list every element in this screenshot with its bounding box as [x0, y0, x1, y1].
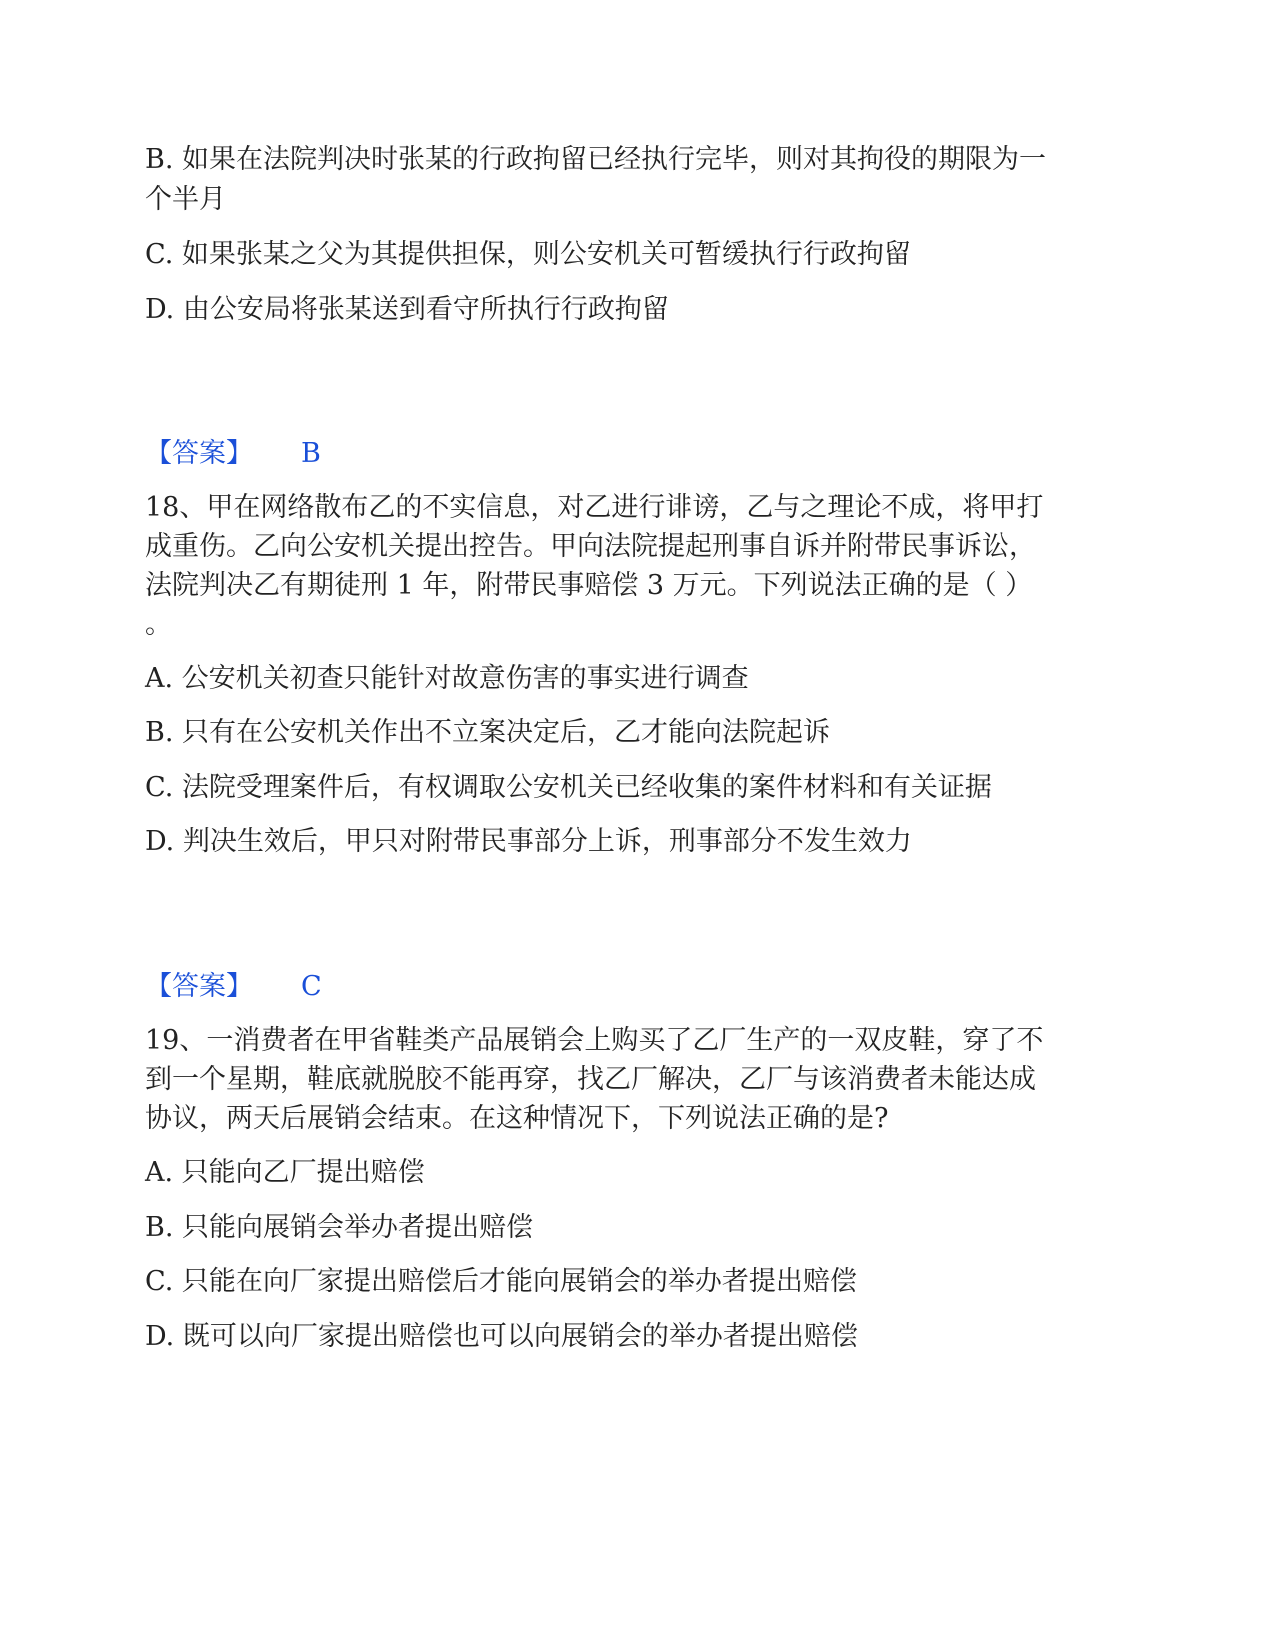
q18-answer: [145, 967, 322, 1007]
q18-option-b: B. 只有在公安机关作出不立案决定后，乙才能向法院起诉: [145, 717, 831, 748]
q19-stem-line2: 到一个星期，鞋底就脱胶不能再穿，找乙厂解决，乙厂与该消费者未能达成: [145, 1064, 1036, 1095]
q18-option-a: A. 公安机关初查只能针对故意伤害的事实进行调查: [145, 663, 749, 694]
q19-stem-line1: 19、一消费者在甲省鞋类产品展销会上购买了乙厂生产的一双皮鞋，穿了不: [145, 1025, 1044, 1056]
q17-option-c: C. 如果张某之父为其提供担保，则公安机关可暂缓执行行政拘留: [145, 239, 911, 270]
q19-option-d: D. 既可以向厂家提出赔偿也可以向展销会的举办者提出赔偿: [145, 1321, 858, 1352]
q18-stem-line2: 成重伤。乙向公安机关提出控告。甲向法院提起刑事自诉并附带民事诉讼，: [145, 531, 1036, 562]
q17-option-b-line1: B. 如果在法院判决时张某的行政拘留已经执行完毕，则对其拘役的期限为一: [145, 144, 1047, 175]
q17-answer-value: B: [301, 438, 321, 469]
q18-stem-line4: 。: [145, 609, 172, 640]
q19-option-c: C. 只能在向厂家提出赔偿后才能向展销会的举办者提出赔偿: [145, 1266, 857, 1297]
q18-answer-value: C: [301, 971, 322, 1002]
q18-answer-label: 【答案】: [145, 971, 253, 1002]
q19-option-a: A. 只能向乙厂提出赔偿: [145, 1157, 425, 1188]
q19-stem-line3: 协议，两天后展销会结束。在这种情况下，下列说法正确的是?: [145, 1103, 889, 1134]
q17-answer-label: 【答案】: [145, 438, 253, 469]
q18-stem-line3: 法院判决乙有期徒刑 1 年，附带民事赔偿 3 万元。下列说法正确的是（ ）: [145, 570, 1033, 601]
q17-option-d: D. 由公安局将张某送到看守所执行行政拘留: [145, 294, 669, 325]
q17-option-b-line2: 个半月: [145, 184, 226, 215]
q18-stem-line1: 18、甲在网络散布乙的不实信息，对乙进行诽谤，乙与之理论不成，将甲打: [145, 492, 1044, 523]
q18-option-d: D. 判决生效后，甲只对附带民事部分上诉，刑事部分不发生效力: [145, 826, 912, 857]
q18-option-c: C. 法院受理案件后，有权调取公安机关已经收集的案件材料和有关证据: [145, 772, 992, 803]
q17-answer: [145, 434, 321, 474]
q19-option-b: B. 只能向展销会举办者提出赔偿: [145, 1212, 534, 1243]
